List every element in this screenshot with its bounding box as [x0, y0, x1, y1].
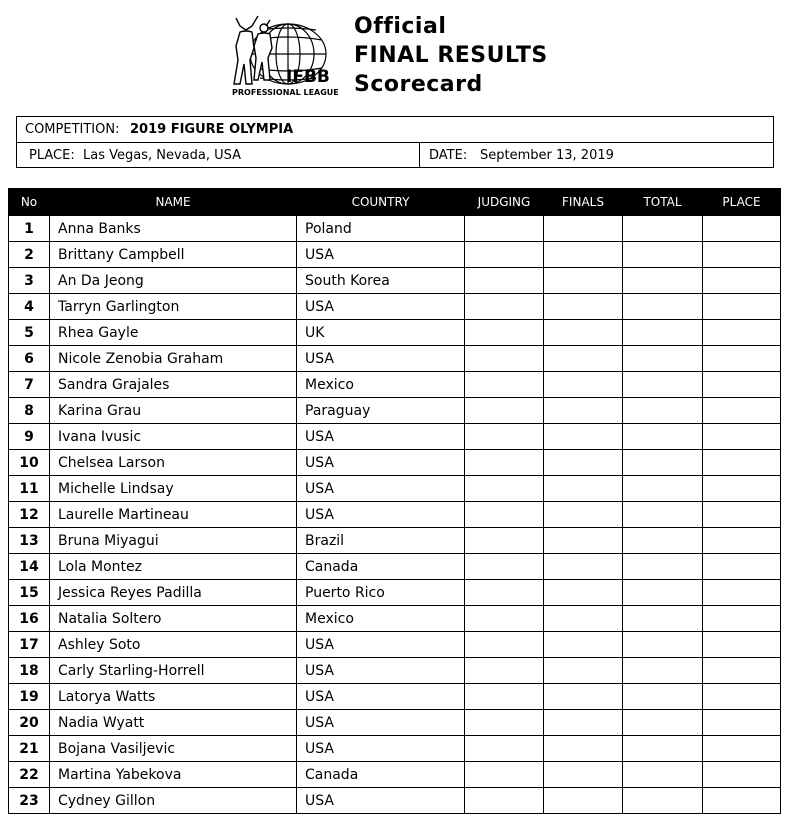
competitor-number: 12	[9, 502, 50, 528]
competitor-number: 19	[9, 684, 50, 710]
finals-score-cell	[544, 424, 623, 450]
competitor-name: Sandra Grajales	[50, 372, 297, 398]
table-row	[9, 372, 781, 398]
finals-score-cell	[544, 554, 623, 580]
total-score-cell	[623, 398, 703, 424]
finals-score-cell	[544, 632, 623, 658]
competitor-number: 6	[9, 346, 50, 372]
place-cell	[703, 658, 781, 684]
judging-score-cell	[465, 268, 544, 294]
competitor-number: 18	[9, 658, 50, 684]
place-cell	[703, 242, 781, 268]
judging-score-cell	[465, 632, 544, 658]
scorecard-header	[0, 0, 800, 108]
competitor-name: Anna Banks	[50, 216, 297, 242]
competitor-name: Ashley Soto	[50, 632, 297, 658]
competitor-name: Carly Starling-Horrell	[50, 658, 297, 684]
place-cell	[703, 554, 781, 580]
total-score-cell	[623, 320, 703, 346]
competitor-name: Brittany Campbell	[50, 242, 297, 268]
competitor-country: USA	[297, 346, 465, 372]
competitor-country: Mexico	[297, 606, 465, 632]
competitor-number: 9	[9, 424, 50, 450]
competitor-number: 11	[9, 476, 50, 502]
table-row	[9, 242, 781, 268]
table-row	[9, 684, 781, 710]
competitor-name: Bruna Miyagui	[50, 528, 297, 554]
judging-score-cell	[465, 216, 544, 242]
table-row	[9, 294, 781, 320]
judging-score-cell	[465, 554, 544, 580]
table-row	[9, 762, 781, 788]
table-row	[9, 710, 781, 736]
column-header-judging: JUDGING	[465, 189, 544, 216]
table-row	[9, 216, 781, 242]
finals-score-cell	[544, 372, 623, 398]
competitor-number: 15	[9, 580, 50, 606]
competitor-country: USA	[297, 450, 465, 476]
competitor-name: Lola Montez	[50, 554, 297, 580]
athletes-figure-icon	[234, 16, 272, 84]
finals-score-cell	[544, 450, 623, 476]
table-row	[9, 476, 781, 502]
place-cell	[703, 216, 781, 242]
total-score-cell	[623, 268, 703, 294]
judging-score-cell	[465, 580, 544, 606]
competitor-country: Canada	[297, 762, 465, 788]
column-header-total: TOTAL	[623, 189, 703, 216]
logo-text: IFBB	[286, 67, 330, 87]
competitor-number: 4	[9, 294, 50, 320]
total-score-cell	[623, 554, 703, 580]
place-date-row	[17, 143, 773, 167]
place-cell	[703, 294, 781, 320]
competitor-country: Brazil	[297, 528, 465, 554]
place-value: Las Vegas, Nevada, USA	[83, 148, 242, 163]
place-cell	[703, 528, 781, 554]
place-cell	[703, 502, 781, 528]
table-row	[9, 632, 781, 658]
judging-score-cell	[465, 346, 544, 372]
finals-score-cell	[544, 736, 623, 762]
competitor-number: 17	[9, 632, 50, 658]
finals-score-cell	[544, 762, 623, 788]
competitor-country: South Korea	[297, 268, 465, 294]
competitor-name: Laurelle Martineau	[50, 502, 297, 528]
judging-score-cell	[465, 294, 544, 320]
competitor-number: 7	[9, 372, 50, 398]
table-row	[9, 346, 781, 372]
results-table	[8, 188, 781, 814]
competitor-number: 23	[9, 788, 50, 814]
competition-row	[17, 117, 773, 143]
finals-score-cell	[544, 268, 623, 294]
column-header-name: NAME	[50, 189, 297, 216]
judging-score-cell	[465, 476, 544, 502]
judging-score-cell	[465, 528, 544, 554]
document-title	[354, 12, 548, 99]
date-value: September 13, 2019	[480, 148, 614, 163]
competitor-name: Tarryn Garlington	[50, 294, 297, 320]
place-cell	[703, 320, 781, 346]
competitor-number: 16	[9, 606, 50, 632]
competitor-name: Latorya Watts	[50, 684, 297, 710]
total-score-cell	[623, 710, 703, 736]
competitor-name: Michelle Lindsay	[50, 476, 297, 502]
column-header-place: PLACE	[703, 189, 781, 216]
place-cell	[703, 762, 781, 788]
place-cell	[703, 788, 781, 814]
competitor-name: Nicole Zenobia Graham	[50, 346, 297, 372]
finals-score-cell	[544, 710, 623, 736]
table-row	[9, 736, 781, 762]
competitor-country: USA	[297, 684, 465, 710]
column-header-country: COUNTRY	[297, 189, 465, 216]
total-score-cell	[623, 762, 703, 788]
place-cell	[703, 476, 781, 502]
judging-score-cell	[465, 450, 544, 476]
finals-score-cell	[544, 398, 623, 424]
competitor-number: 3	[9, 268, 50, 294]
place-cell	[703, 736, 781, 762]
finals-score-cell	[544, 216, 623, 242]
total-score-cell	[623, 424, 703, 450]
title-line-official: Official	[354, 14, 447, 39]
finals-score-cell	[544, 242, 623, 268]
judging-score-cell	[465, 242, 544, 268]
judging-score-cell	[465, 658, 544, 684]
competitor-number: 1	[9, 216, 50, 242]
competitor-country: USA	[297, 294, 465, 320]
competitor-number: 2	[9, 242, 50, 268]
competitor-country: USA	[297, 632, 465, 658]
competitor-country: USA	[297, 424, 465, 450]
table-header-row	[9, 189, 781, 216]
competitor-name: Nadia Wyatt	[50, 710, 297, 736]
finals-score-cell	[544, 476, 623, 502]
finals-score-cell	[544, 502, 623, 528]
column-header-finals: FINALS	[544, 189, 623, 216]
finals-score-cell	[544, 528, 623, 554]
finals-score-cell	[544, 346, 623, 372]
competitor-name: Chelsea Larson	[50, 450, 297, 476]
competitor-name: Natalia Soltero	[50, 606, 297, 632]
title-line-final-results: FINAL RESULTS	[354, 43, 548, 68]
competitor-country: USA	[297, 242, 465, 268]
judging-score-cell	[465, 398, 544, 424]
competitor-number: 5	[9, 320, 50, 346]
total-score-cell	[623, 580, 703, 606]
place-cell	[703, 710, 781, 736]
competitor-country: Mexico	[297, 372, 465, 398]
total-score-cell	[623, 736, 703, 762]
title-line-scorecard: Scorecard	[354, 72, 483, 97]
competition-value: 2019 FIGURE OLYMPIA	[130, 122, 294, 137]
competitor-name: Rhea Gayle	[50, 320, 297, 346]
place-cell	[703, 268, 781, 294]
place-cell	[703, 398, 781, 424]
competitor-name: Martina Yabekova	[50, 762, 297, 788]
place-label: PLACE:	[29, 148, 75, 163]
total-score-cell	[623, 216, 703, 242]
competitor-country: UK	[297, 320, 465, 346]
competitor-name: An Da Jeong	[50, 268, 297, 294]
place-cell	[703, 580, 781, 606]
table-row	[9, 554, 781, 580]
table-row	[9, 606, 781, 632]
competition-label: COMPETITION:	[25, 122, 120, 137]
finals-score-cell	[544, 684, 623, 710]
table-row	[9, 658, 781, 684]
date-label: DATE:	[429, 148, 468, 163]
competitor-name: Cydney Gillon	[50, 788, 297, 814]
competitor-country: USA	[297, 736, 465, 762]
competitor-name: Karina Grau	[50, 398, 297, 424]
table-row	[9, 788, 781, 814]
finals-score-cell	[544, 606, 623, 632]
total-score-cell	[623, 632, 703, 658]
judging-score-cell	[465, 502, 544, 528]
table-row	[9, 580, 781, 606]
competition-info-box	[16, 116, 774, 168]
table-row	[9, 268, 781, 294]
total-score-cell	[623, 450, 703, 476]
competitor-name: Bojana Vasiljevic	[50, 736, 297, 762]
place-cell	[703, 632, 781, 658]
total-score-cell	[623, 502, 703, 528]
table-row	[9, 502, 781, 528]
competitor-country: USA	[297, 788, 465, 814]
finals-score-cell	[544, 658, 623, 684]
total-score-cell	[623, 788, 703, 814]
competitor-number: 20	[9, 710, 50, 736]
table-row	[9, 528, 781, 554]
judging-score-cell	[465, 424, 544, 450]
place-cell	[703, 606, 781, 632]
competitor-country: Paraguay	[297, 398, 465, 424]
finals-score-cell	[544, 294, 623, 320]
total-score-cell	[623, 528, 703, 554]
judging-score-cell	[465, 320, 544, 346]
ifbb-logo	[226, 14, 344, 98]
table-row	[9, 450, 781, 476]
competitor-country: USA	[297, 710, 465, 736]
table-row	[9, 320, 781, 346]
competitor-name: Jessica Reyes Padilla	[50, 580, 297, 606]
competitor-name: Ivana Ivusic	[50, 424, 297, 450]
competitor-country: Canada	[297, 554, 465, 580]
place-cell	[703, 346, 781, 372]
total-score-cell	[623, 346, 703, 372]
total-score-cell	[623, 606, 703, 632]
competitor-number: 8	[9, 398, 50, 424]
judging-score-cell	[465, 710, 544, 736]
total-score-cell	[623, 476, 703, 502]
total-score-cell	[623, 684, 703, 710]
total-score-cell	[623, 658, 703, 684]
competitor-number: 10	[9, 450, 50, 476]
judging-score-cell	[465, 606, 544, 632]
place-cell	[703, 684, 781, 710]
place-cell	[703, 424, 781, 450]
judging-score-cell	[465, 684, 544, 710]
total-score-cell	[623, 372, 703, 398]
column-header-no: No	[9, 189, 50, 216]
place-cell	[703, 372, 781, 398]
place-cell	[17, 143, 420, 167]
judging-score-cell	[465, 372, 544, 398]
competitor-country: USA	[297, 658, 465, 684]
finals-score-cell	[544, 788, 623, 814]
logo-subtext: PROFESSIONAL LEAGUE	[232, 88, 339, 97]
competitor-country: Poland	[297, 216, 465, 242]
total-score-cell	[623, 242, 703, 268]
competitor-number: 21	[9, 736, 50, 762]
competitor-country: Puerto Rico	[297, 580, 465, 606]
finals-score-cell	[544, 580, 623, 606]
results-table-body	[9, 216, 781, 814]
competitor-number: 22	[9, 762, 50, 788]
judging-score-cell	[465, 736, 544, 762]
table-row	[9, 424, 781, 450]
competitor-number: 13	[9, 528, 50, 554]
competitor-country: USA	[297, 476, 465, 502]
competitor-number: 14	[9, 554, 50, 580]
judging-score-cell	[465, 762, 544, 788]
place-cell	[703, 450, 781, 476]
total-score-cell	[623, 294, 703, 320]
competitor-country: USA	[297, 502, 465, 528]
finals-score-cell	[544, 320, 623, 346]
judging-score-cell	[465, 788, 544, 814]
table-row	[9, 398, 781, 424]
